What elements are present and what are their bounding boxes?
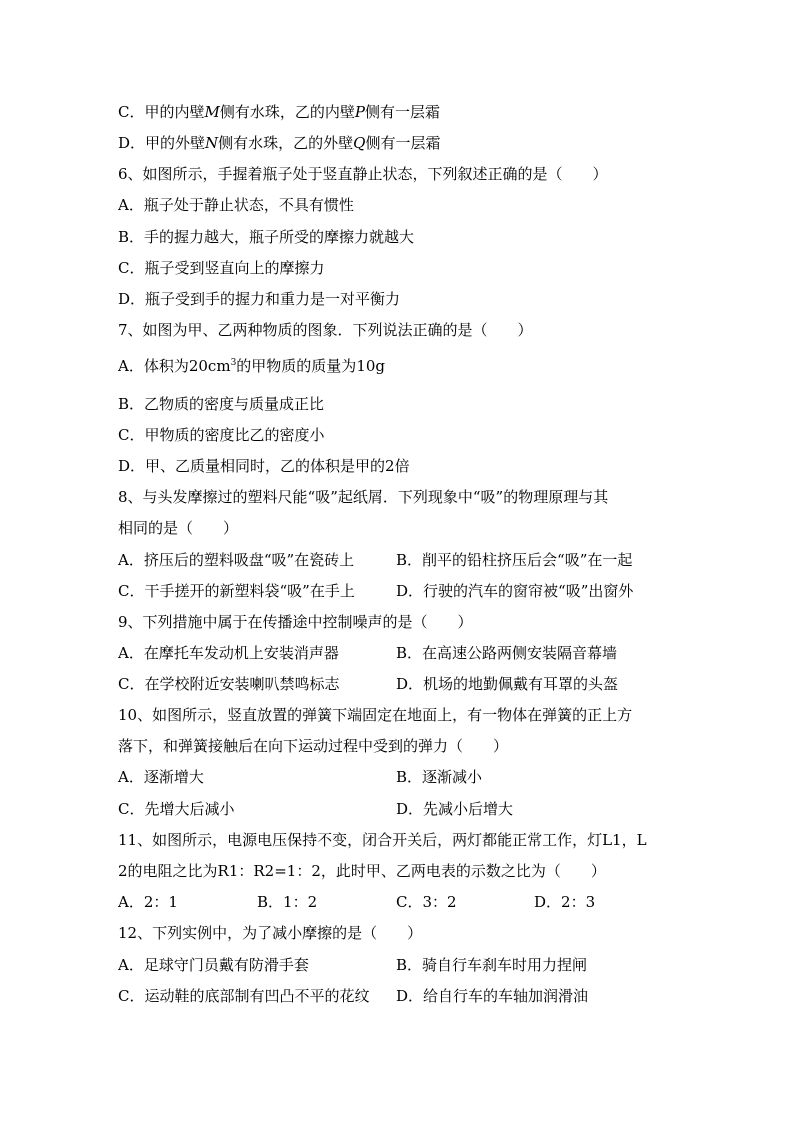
q5-option-c-text: C．甲的内壁 bbox=[118, 103, 205, 121]
q8-stem-line2: 相同的是（ ） bbox=[118, 519, 239, 537]
q8-option-c: C．干手搓开的新塑料袋“吸”在手上 bbox=[118, 582, 355, 600]
q8-options-row1 bbox=[118, 550, 354, 570]
q9-option-d: D．机场的地勤佩戴有耳罩的头盔 bbox=[396, 675, 619, 693]
q6-option-c: C．瓶子受到竖直向上的摩擦力 bbox=[118, 259, 325, 277]
q6-stem: 6、如图所示，手握着瓶子处于竖直静止状态，下列叙述正确的是（ ） bbox=[118, 165, 608, 183]
q11-stem-line1: 11、如图所示，电源电压保持不变，闭合开关后，两灯都能正常工作，灯L1，L bbox=[118, 831, 647, 849]
q10-option-c: C．先增大后减小 bbox=[118, 800, 235, 818]
q12-option-d: D．给自行车的车轴加润滑油 bbox=[396, 987, 589, 1005]
q6-option-a: A．瓶子处于静止状态，不具有惯性 bbox=[118, 196, 354, 214]
q7-option-a-mid: 的甲物质的质量为 bbox=[236, 357, 357, 375]
q10-option-b: B．逐渐减小 bbox=[396, 768, 483, 786]
q5-label-p: P bbox=[354, 103, 365, 121]
q7-volume-exponent: 3 bbox=[230, 358, 237, 368]
q7-option-d: D．甲、乙质量相同时，乙的体积是甲的2倍 bbox=[118, 457, 410, 475]
q7-option-a bbox=[118, 356, 385, 376]
q5-label-m: M bbox=[204, 103, 220, 121]
q5-label-q: Q bbox=[353, 134, 366, 152]
q12-option-a: A．足球守门员戴有防滑手套 bbox=[118, 956, 309, 974]
q9-stem: 9、下列措施中属于在传播途中控制噪声的是（ ） bbox=[118, 613, 473, 631]
q5-option-d bbox=[118, 133, 441, 153]
q5-option-d-mid: 侧有水珠，乙的外壁 bbox=[218, 134, 354, 152]
q9-option-a: A．在摩托车发动机上安装消声器 bbox=[118, 644, 339, 662]
q6-option-b: B．手的握力越大，瓶子所受的摩擦力就越大 bbox=[118, 228, 415, 246]
q7-option-a-text: A．体积为 bbox=[118, 357, 189, 375]
q7-option-c: C．甲物质的密度比乙的密度小 bbox=[118, 426, 325, 444]
q11-option-a: A．2：1 bbox=[118, 893, 178, 911]
q5-option-d-text: D．甲的外壁 bbox=[118, 134, 206, 152]
q5-option-d-end: 侧有一层霜 bbox=[365, 134, 441, 152]
q8-option-a: A．挤压后的塑料吸盘“吸”在瓷砖上 bbox=[118, 551, 355, 569]
q6-option-d: D．瓶子受到手的握力和重力是一对平衡力 bbox=[118, 290, 401, 308]
q12-option-b: B．骑自行车刹车时用力捏闸 bbox=[396, 956, 588, 974]
q5-option-c-end: 侧有一层霜 bbox=[364, 103, 440, 121]
q11-option-d: D．2：3 bbox=[534, 893, 596, 911]
q12-option-c: C．运动鞋的底部制有凹凸不平的花纹 bbox=[118, 987, 370, 1005]
q5-option-c bbox=[118, 102, 440, 122]
q8-option-d: D．行驶的汽车的窗帘被“吸”出窗外 bbox=[396, 582, 634, 600]
q8-stem-line1: 8、与头发摩擦过的塑料尺能“吸”起纸屑．下列现象中“吸”的物理原理与其 bbox=[118, 488, 609, 506]
q12-stem: 12、下列实例中，为了减小摩擦的是（ ） bbox=[118, 924, 423, 942]
q9-option-b: B．在高速公路两侧安装隔音幕墙 bbox=[396, 644, 618, 662]
q7-mass: 10g bbox=[356, 357, 386, 375]
q5-option-c-mid: 侧有水珠，乙的内壁 bbox=[219, 103, 355, 121]
q7-volume: 20cm bbox=[188, 357, 231, 375]
q7-option-b: B．乙物质的密度与质量成正比 bbox=[118, 395, 325, 413]
q11-option-c: C．3：2 bbox=[396, 893, 457, 911]
q10-stem-line2: 落下，和弹簧接触后在向下运动过程中受到的弹力（ ） bbox=[118, 737, 509, 755]
q9-option-c: C．在学校附近安装喇叭禁鸣标志 bbox=[118, 675, 340, 693]
q10-stem-line1: 10、如图所示，竖直放置的弹簧下端固定在地面上，有一物体在弹簧的正上方 bbox=[118, 706, 633, 724]
q8-option-b: B．削平的铅柱挤压后会“吸”在一起 bbox=[396, 551, 633, 569]
q11-option-b: B．1：2 bbox=[257, 893, 318, 911]
q10-option-a: A．逐渐增大 bbox=[118, 768, 204, 786]
q10-option-d: D．先减小后增大 bbox=[396, 800, 514, 818]
q7-stem: 7、如图为甲、乙两种物质的图象．下列说法正确的是（ ） bbox=[118, 321, 533, 339]
q11-stem-line2: 2的电阻之比为R1：R2=1：2，此时甲、乙两电表的示数之比为（ ） bbox=[118, 862, 606, 880]
q5-label-n: N bbox=[205, 134, 219, 152]
